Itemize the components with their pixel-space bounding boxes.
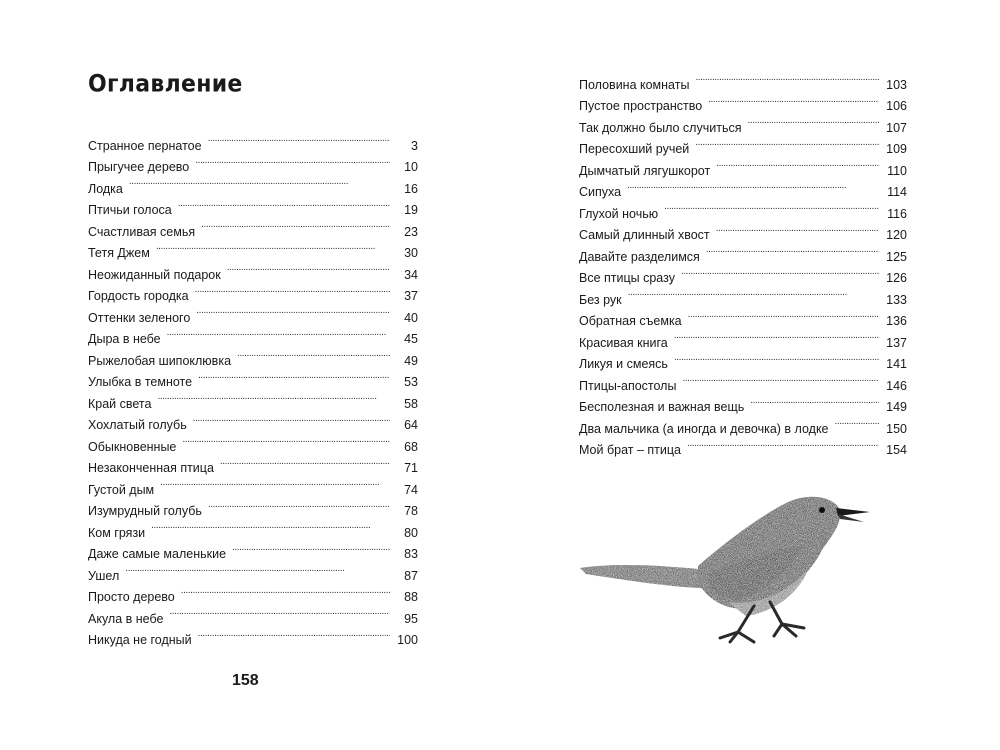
dot-leader bbox=[195, 279, 390, 301]
toc-entry bbox=[88, 558, 418, 583]
toc-entry bbox=[88, 580, 418, 602]
dot-leader bbox=[129, 171, 390, 193]
dot-leader bbox=[681, 261, 879, 283]
toc-entry-title: Птицы-апостолы bbox=[579, 378, 677, 393]
toc-entry-title: Просто дерево bbox=[88, 590, 175, 604]
toc-entry-title: Оттенки зеленого bbox=[88, 310, 191, 325]
toc-entry-title: Изумрудный голубь bbox=[88, 504, 202, 518]
dot-leader bbox=[156, 236, 390, 258]
dot-leader bbox=[695, 67, 879, 89]
toc-entry-title: Птичьи голоса bbox=[88, 203, 172, 217]
dot-leader bbox=[201, 214, 390, 236]
toc-entry-title: Так должно было случиться bbox=[579, 120, 742, 135]
toc-entry-title: Красивая книга bbox=[579, 335, 668, 350]
dot-leader bbox=[716, 218, 879, 240]
toc-entry-page: 40 bbox=[404, 310, 418, 325]
toc-entry bbox=[88, 193, 418, 215]
dot-leader bbox=[706, 239, 879, 261]
dot-leader bbox=[695, 132, 879, 154]
dot-leader bbox=[151, 515, 390, 537]
toc-entry-title: Неожиданный подарок bbox=[88, 267, 221, 282]
dot-leader bbox=[220, 451, 390, 473]
toc-entry-title: Без рук bbox=[579, 292, 622, 307]
toc-entry-title: Незаконченная птица bbox=[88, 461, 214, 475]
toc-entry-title: Лодка bbox=[88, 181, 123, 196]
toc-entry-page: 83 bbox=[404, 547, 418, 561]
toc-entry-page: 78 bbox=[404, 504, 418, 518]
toc-entry-page: 37 bbox=[404, 289, 418, 303]
dot-leader bbox=[232, 537, 390, 559]
toc-entry-title: Пересохший ручей bbox=[579, 142, 690, 156]
toc-entry-title: Ушел bbox=[88, 568, 120, 583]
dot-leader bbox=[627, 175, 879, 197]
dot-leader bbox=[682, 368, 879, 390]
toc-entry-title: Мой брат – птица bbox=[579, 443, 681, 457]
dot-leader bbox=[195, 150, 390, 172]
dot-leader bbox=[193, 408, 390, 430]
dot-leader bbox=[747, 110, 879, 132]
dot-leader bbox=[628, 282, 879, 304]
toc-entry bbox=[579, 282, 907, 307]
toc-entry-title: Обратная съемка bbox=[579, 314, 682, 328]
dot-leader bbox=[750, 390, 879, 412]
page-number: 158 bbox=[232, 672, 259, 689]
toc-entry-title: Густой дым bbox=[88, 482, 155, 497]
toc-entry-title: Ликуя и смеясь bbox=[579, 357, 668, 371]
toc-entry-title: Половина комнаты bbox=[579, 77, 690, 92]
toc-entry-page: 116 bbox=[887, 206, 907, 221]
toc-entry-title: Странное пернатое bbox=[88, 138, 202, 153]
toc-entry-page: 58 bbox=[404, 396, 418, 411]
page-title: Оглавление bbox=[88, 71, 243, 98]
toc-entry-page: 141 bbox=[886, 357, 907, 371]
dot-leader bbox=[169, 601, 390, 623]
toc-entry-page: 3 bbox=[411, 138, 418, 153]
toc-list-left bbox=[88, 128, 418, 647]
dot-leader bbox=[167, 322, 390, 344]
dot-leader bbox=[227, 257, 390, 279]
dot-leader bbox=[157, 386, 390, 408]
dot-leader bbox=[674, 347, 879, 369]
toc-entry-page: 87 bbox=[404, 568, 418, 583]
toc-entry-title: Никуда не годный bbox=[88, 633, 192, 647]
toc-entry-page: 146 bbox=[886, 378, 907, 393]
dot-leader bbox=[237, 343, 390, 365]
toc-entry-title: Акула в небе bbox=[88, 611, 164, 626]
dot-leader bbox=[708, 89, 879, 111]
toc-entry-page: 154 bbox=[886, 443, 907, 457]
toc-entry-page: 110 bbox=[887, 163, 907, 178]
dot-leader bbox=[198, 365, 390, 387]
toc-entry-page: 107 bbox=[886, 120, 907, 135]
toc-entry bbox=[579, 175, 907, 197]
toc-entry-title: Пустое пространство bbox=[579, 99, 703, 113]
toc-entry-page: 125 bbox=[886, 249, 907, 264]
toc-entry-title: Гордость городка bbox=[88, 289, 189, 303]
toc-entry-page: 136 bbox=[886, 314, 907, 328]
toc-entry-page: 30 bbox=[404, 246, 418, 260]
toc-entry-title: Тетя Джем bbox=[88, 246, 150, 260]
toc-entry-title: Дымчатый лягушкорот bbox=[579, 163, 711, 178]
dot-leader bbox=[674, 325, 879, 347]
toc-entry-title: Сипуха bbox=[579, 185, 622, 199]
toc-entry-title: Глухой ночью bbox=[579, 206, 659, 221]
dot-leader bbox=[664, 196, 879, 218]
toc-entry-page: 149 bbox=[886, 400, 907, 414]
toc-entry-page: 103 bbox=[886, 77, 907, 92]
toc-entry-title: Ком грязи bbox=[88, 525, 146, 540]
dot-leader bbox=[196, 300, 390, 322]
dot-leader bbox=[198, 623, 390, 645]
toc-entry bbox=[579, 304, 907, 326]
toc-entry-title: Прыгучее дерево bbox=[88, 160, 190, 174]
toc-entry-title: Самый длинный хвост bbox=[579, 228, 710, 242]
toc-entry-title: Давайте разделимся bbox=[579, 249, 700, 264]
toc-entry-page: 109 bbox=[886, 142, 907, 156]
dot-leader bbox=[178, 193, 390, 215]
toc-entry-page: 133 bbox=[886, 292, 907, 307]
toc-entry bbox=[579, 196, 907, 221]
toc-entry-title: Два мальчика (а иногда и девочка) в лодке bbox=[579, 421, 829, 436]
toc-entry-title: Даже самые маленькие bbox=[88, 547, 227, 561]
toc-entry-page: 49 bbox=[404, 353, 418, 368]
toc-entry-page: 126 bbox=[886, 271, 907, 285]
toc-entry-title: Улыбка в темноте bbox=[88, 375, 193, 389]
toc-entry-title: Бесполезная и важная вещь bbox=[579, 400, 745, 414]
toc-entry-title: Счастливая семья bbox=[88, 224, 196, 239]
toc-entry-title: Обыкновенные bbox=[88, 439, 177, 454]
toc-entry-page: 34 bbox=[404, 267, 418, 282]
toc-entry-page: 95 bbox=[404, 611, 418, 626]
toc-entry-title: Рыжелобая шипоклювка bbox=[88, 353, 232, 368]
toc-entry-page: 53 bbox=[404, 375, 418, 389]
dot-leader bbox=[687, 433, 879, 455]
toc-entry-page: 71 bbox=[404, 461, 418, 475]
toc-entry-title: Хохлатый голубь bbox=[88, 418, 187, 432]
toc-entry-page: 137 bbox=[886, 335, 907, 350]
toc-entry-page: 88 bbox=[404, 590, 418, 604]
dot-leader bbox=[181, 580, 390, 602]
toc-entry-page: 64 bbox=[404, 418, 418, 432]
toc-entry-page: 68 bbox=[404, 439, 418, 454]
toc-entry bbox=[88, 128, 418, 153]
dot-leader bbox=[835, 411, 879, 433]
toc-entry-page: 19 bbox=[404, 203, 418, 217]
toc-entry-title: Дыра в небе bbox=[88, 332, 161, 346]
toc-entry-page: 150 bbox=[886, 421, 907, 436]
bird-illustration bbox=[578, 470, 878, 650]
toc-entry bbox=[88, 171, 418, 196]
dot-leader bbox=[182, 429, 390, 451]
bird-body-shape bbox=[580, 497, 840, 616]
toc-entry-page: 23 bbox=[404, 224, 418, 239]
dot-leader bbox=[716, 153, 879, 175]
toc-entry-page: 100 bbox=[397, 633, 418, 647]
toc-list-right bbox=[579, 67, 907, 457]
dot-leader bbox=[160, 472, 390, 494]
toc-entry-title: Все птицы сразу bbox=[579, 271, 675, 285]
toc-entry bbox=[579, 67, 907, 92]
toc-entry-page: 10 bbox=[404, 160, 418, 174]
toc-entry-title: Край света bbox=[88, 396, 152, 411]
dot-leader bbox=[688, 304, 879, 326]
toc-entry-page: 80 bbox=[404, 525, 418, 540]
toc-entry-page: 45 bbox=[404, 332, 418, 346]
toc-entry-page: 74 bbox=[404, 482, 418, 497]
toc-entry-page: 120 bbox=[886, 228, 907, 242]
dot-leader bbox=[208, 128, 390, 150]
toc-entry-page: 16 bbox=[404, 181, 418, 196]
dot-leader bbox=[125, 558, 390, 580]
dot-leader bbox=[208, 494, 390, 516]
toc-entry-page: 106 bbox=[886, 99, 907, 113]
toc-entry-page: 114 bbox=[887, 185, 907, 199]
